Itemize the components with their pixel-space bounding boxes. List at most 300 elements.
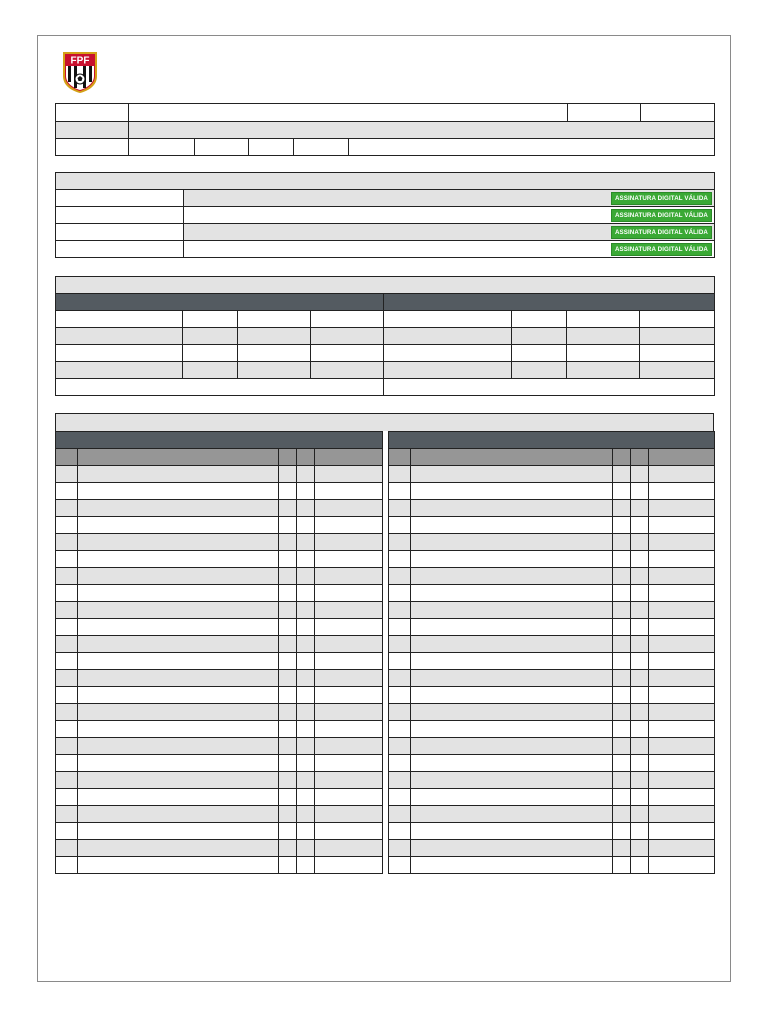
roster-cell	[631, 653, 649, 670]
info-cell	[129, 104, 568, 122]
signature-name	[184, 241, 715, 258]
results-cell	[567, 311, 640, 328]
roster-cell	[56, 551, 78, 568]
roster-cell	[649, 585, 715, 602]
roster-cell	[315, 602, 383, 619]
roster-cell	[297, 585, 315, 602]
roster-cell	[613, 500, 631, 517]
signatures-table	[55, 172, 715, 258]
roster-cell	[649, 483, 715, 500]
roster-cell	[613, 857, 631, 874]
info-cell	[568, 104, 641, 122]
signatures-title	[56, 173, 715, 190]
roster-row	[389, 823, 715, 840]
roster-cell	[411, 551, 613, 568]
roster-cell	[78, 500, 279, 517]
results-cell	[640, 345, 715, 362]
signature-label	[56, 241, 184, 258]
roster-cell	[279, 772, 297, 789]
roster-cell	[411, 755, 613, 772]
roster-cell	[315, 704, 383, 721]
results-cell	[56, 345, 183, 362]
roster-cell	[613, 738, 631, 755]
roster-header-cell	[297, 449, 315, 466]
results-cell	[238, 328, 311, 345]
roster-cell	[411, 653, 613, 670]
roster-cell	[389, 517, 411, 534]
roster-cell	[78, 704, 279, 721]
fpf-logo-icon	[60, 50, 100, 94]
signature-name	[184, 190, 715, 207]
roster-cell	[78, 738, 279, 755]
roster-cell	[315, 687, 383, 704]
results-cell	[640, 362, 715, 379]
roster-cell	[315, 500, 383, 517]
results-cell	[640, 311, 715, 328]
results-cell	[512, 345, 567, 362]
roster-cell	[389, 721, 411, 738]
roster-cell	[411, 772, 613, 789]
digital-signature-badge: ASSINATURA DIGITAL VÁLIDA	[611, 209, 712, 222]
roster-cell	[56, 857, 78, 874]
roster-cell	[279, 704, 297, 721]
roster-cell	[631, 670, 649, 687]
roster-cell	[297, 568, 315, 585]
info-cell	[195, 139, 249, 156]
roster-row	[389, 704, 715, 721]
roster-header-cell	[649, 449, 715, 466]
roster-cell	[297, 602, 315, 619]
results-cell	[183, 328, 238, 345]
roster-row	[389, 636, 715, 653]
roster-cell	[315, 840, 383, 857]
roster-team-left	[56, 432, 383, 449]
results-footer-left	[56, 379, 384, 396]
info-cell	[56, 104, 129, 122]
roster-header-cell	[389, 449, 411, 466]
roster-cell	[631, 636, 649, 653]
roster-cell	[389, 483, 411, 500]
roster-cell	[297, 823, 315, 840]
roster-cell	[631, 534, 649, 551]
roster-cell	[631, 738, 649, 755]
results-cell	[183, 362, 238, 379]
results-cell	[238, 311, 311, 328]
roster-cell	[297, 857, 315, 874]
roster-team-right	[389, 432, 715, 449]
roster-row	[56, 738, 383, 755]
roster-cell	[297, 466, 315, 483]
roster-cell	[78, 568, 279, 585]
roster-cell	[613, 806, 631, 823]
roster-cell	[78, 585, 279, 602]
roster-cell	[411, 636, 613, 653]
roster-cell	[279, 551, 297, 568]
info-cell	[294, 139, 349, 156]
roster-cell	[389, 466, 411, 483]
roster-cell	[649, 534, 715, 551]
roster-left-body	[56, 432, 383, 874]
roster-row	[389, 772, 715, 789]
rosters-title	[56, 414, 714, 432]
roster-cell	[56, 823, 78, 840]
roster-row	[56, 653, 383, 670]
roster-row	[389, 755, 715, 772]
roster-cell	[78, 517, 279, 534]
roster-cell	[279, 483, 297, 500]
signature-label	[56, 190, 184, 207]
roster-cell	[613, 602, 631, 619]
roster-cell	[389, 823, 411, 840]
roster-cell	[315, 772, 383, 789]
roster-cell	[279, 670, 297, 687]
roster-cell	[56, 704, 78, 721]
roster-cell	[297, 755, 315, 772]
roster-cell	[389, 653, 411, 670]
roster-cell	[279, 619, 297, 636]
roster-cell	[56, 585, 78, 602]
roster-cell	[389, 857, 411, 874]
info-cell	[641, 104, 715, 122]
roster-cell	[78, 653, 279, 670]
match-info-table-row3	[55, 138, 715, 156]
roster-cell	[613, 483, 631, 500]
roster-cell	[631, 857, 649, 874]
roster-cell	[315, 568, 383, 585]
roster-cell	[613, 789, 631, 806]
roster-cell	[649, 721, 715, 738]
roster-row	[56, 789, 383, 806]
roster-cell	[297, 687, 315, 704]
results-table	[55, 276, 715, 396]
roster-cell	[411, 585, 613, 602]
signature-name	[184, 224, 715, 241]
roster-cell	[631, 772, 649, 789]
roster-cell	[279, 636, 297, 653]
roster-cell	[279, 738, 297, 755]
results-cell	[311, 362, 384, 379]
roster-row	[56, 755, 383, 772]
roster-cell	[631, 551, 649, 568]
roster-cell	[411, 534, 613, 551]
roster-cell	[631, 687, 649, 704]
roster-cell	[279, 840, 297, 857]
roster-cell	[78, 772, 279, 789]
roster-cell	[649, 636, 715, 653]
roster-row	[389, 500, 715, 517]
roster-cell	[649, 517, 715, 534]
roster-cell	[411, 857, 613, 874]
results-footer-right	[384, 379, 715, 396]
roster-cell	[631, 500, 649, 517]
info-cell	[129, 139, 195, 156]
roster-row	[56, 687, 383, 704]
roster-cell	[613, 517, 631, 534]
roster-header-cell	[613, 449, 631, 466]
roster-row	[56, 704, 383, 721]
roster-cell	[297, 789, 315, 806]
roster-cell	[315, 806, 383, 823]
roster-cell	[411, 500, 613, 517]
roster-cell	[279, 568, 297, 585]
roster-header-cell	[411, 449, 613, 466]
roster-cell	[411, 738, 613, 755]
roster-cell	[613, 670, 631, 687]
roster-cell	[279, 755, 297, 772]
roster-cell	[297, 772, 315, 789]
roster-header-cell	[315, 449, 383, 466]
roster-header-cell	[279, 449, 297, 466]
roster-cell	[649, 755, 715, 772]
roster-cell	[297, 636, 315, 653]
roster-cell	[411, 568, 613, 585]
results-cell	[311, 345, 384, 362]
roster-cell	[315, 517, 383, 534]
match-info-table	[55, 103, 715, 122]
roster-cell	[389, 789, 411, 806]
roster-row	[389, 466, 715, 483]
roster-cell	[649, 823, 715, 840]
roster-cell	[315, 789, 383, 806]
roster-cell	[389, 500, 411, 517]
roster-cell	[56, 500, 78, 517]
roster-row	[389, 857, 715, 874]
roster-cell	[631, 517, 649, 534]
roster-cell	[279, 585, 297, 602]
roster-row	[56, 806, 383, 823]
roster-cell	[78, 466, 279, 483]
results-cell	[512, 311, 567, 328]
roster-cell	[613, 585, 631, 602]
roster-cell	[315, 653, 383, 670]
roster-cell	[389, 585, 411, 602]
roster-cell	[315, 823, 383, 840]
roster-cell	[631, 602, 649, 619]
roster-cell	[411, 517, 613, 534]
roster-cell	[649, 840, 715, 857]
roster-row	[389, 670, 715, 687]
results-title	[56, 277, 715, 294]
roster-cell	[279, 857, 297, 874]
roster-cell	[631, 840, 649, 857]
roster-cell	[411, 789, 613, 806]
roster-row	[56, 619, 383, 636]
match-info-table-row2	[55, 121, 715, 139]
roster-cell	[649, 551, 715, 568]
roster-cell	[56, 568, 78, 585]
signature-label	[56, 207, 184, 224]
roster-cell	[411, 840, 613, 857]
roster-cell	[297, 483, 315, 500]
roster-cell	[631, 755, 649, 772]
roster-cell	[389, 738, 411, 755]
results-cell	[567, 362, 640, 379]
roster-cell	[279, 789, 297, 806]
roster-cell	[56, 534, 78, 551]
roster-cell	[56, 602, 78, 619]
roster-cell	[78, 789, 279, 806]
roster-cell	[78, 619, 279, 636]
roster-cell	[649, 500, 715, 517]
roster-row	[56, 721, 383, 738]
roster-row	[389, 721, 715, 738]
roster-row	[56, 857, 383, 874]
roster-cell	[613, 704, 631, 721]
roster-cell	[56, 755, 78, 772]
digital-signature-badge: ASSINATURA DIGITAL VÁLIDA	[611, 192, 712, 205]
roster-cell	[631, 585, 649, 602]
roster-cell	[56, 721, 78, 738]
roster-row	[389, 619, 715, 636]
roster-cell	[631, 823, 649, 840]
roster-cell	[279, 517, 297, 534]
roster-cell	[78, 806, 279, 823]
roster-row	[389, 551, 715, 568]
roster-cell	[56, 517, 78, 534]
digital-signature-badge: ASSINATURA DIGITAL VÁLIDA	[611, 226, 712, 239]
roster-cell	[56, 840, 78, 857]
roster-row	[56, 568, 383, 585]
results-cell	[183, 311, 238, 328]
roster-header-cell	[56, 449, 78, 466]
results-cell	[567, 328, 640, 345]
roster-cell	[389, 806, 411, 823]
roster-cell	[613, 687, 631, 704]
roster-cell	[389, 670, 411, 687]
roster-cell	[56, 687, 78, 704]
rosters-title-table	[55, 413, 714, 432]
roster-row	[56, 840, 383, 857]
roster-row	[56, 636, 383, 653]
roster-cell	[389, 636, 411, 653]
roster-cell	[649, 857, 715, 874]
roster-cell	[279, 721, 297, 738]
roster-cell	[649, 619, 715, 636]
roster-cell	[613, 534, 631, 551]
roster-cell	[78, 483, 279, 500]
roster-left-table	[55, 431, 383, 874]
roster-cell	[78, 823, 279, 840]
roster-cell	[315, 721, 383, 738]
roster-cell	[56, 789, 78, 806]
roster-cell	[78, 636, 279, 653]
roster-cell	[315, 857, 383, 874]
roster-row	[389, 789, 715, 806]
roster-row	[56, 602, 383, 619]
roster-cell	[389, 534, 411, 551]
roster-cell	[56, 653, 78, 670]
roster-cell	[56, 466, 78, 483]
results-cell	[56, 328, 183, 345]
roster-cell	[297, 534, 315, 551]
roster-cell	[613, 772, 631, 789]
roster-cell	[613, 721, 631, 738]
roster-cell	[649, 704, 715, 721]
roster-cell	[279, 687, 297, 704]
roster-cell	[297, 551, 315, 568]
roster-cell	[613, 466, 631, 483]
roster-cell	[631, 619, 649, 636]
results-cell	[384, 311, 512, 328]
roster-cell	[411, 619, 613, 636]
results-cell	[183, 345, 238, 362]
roster-row	[389, 687, 715, 704]
results-team-left	[56, 294, 384, 311]
roster-row	[56, 483, 383, 500]
roster-cell	[649, 602, 715, 619]
roster-cell	[78, 755, 279, 772]
roster-row	[56, 670, 383, 687]
roster-cell	[389, 551, 411, 568]
roster-cell	[315, 738, 383, 755]
roster-cell	[631, 466, 649, 483]
roster-cell	[315, 483, 383, 500]
roster-row	[389, 738, 715, 755]
signature-name	[184, 207, 715, 224]
roster-cell	[649, 653, 715, 670]
results-cell	[56, 362, 183, 379]
roster-cell	[78, 840, 279, 857]
results-cell	[56, 311, 183, 328]
roster-row	[389, 534, 715, 551]
roster-cell	[631, 483, 649, 500]
results-cell	[640, 328, 715, 345]
roster-cell	[315, 619, 383, 636]
roster-cell	[613, 755, 631, 772]
roster-cell	[56, 670, 78, 687]
roster-cell	[78, 670, 279, 687]
results-team-right	[384, 294, 715, 311]
roster-cell	[279, 602, 297, 619]
roster-right-table	[388, 431, 715, 874]
roster-cell	[78, 857, 279, 874]
roster-cell	[56, 738, 78, 755]
roster-cell	[315, 466, 383, 483]
roster-cell	[297, 517, 315, 534]
roster-cell	[389, 687, 411, 704]
roster-cell	[315, 755, 383, 772]
roster-row	[56, 466, 383, 483]
roster-cell	[315, 534, 383, 551]
roster-row	[389, 840, 715, 857]
roster-cell	[297, 704, 315, 721]
roster-cell	[297, 670, 315, 687]
results-cell	[512, 328, 567, 345]
roster-cell	[631, 704, 649, 721]
info-cell	[129, 122, 715, 139]
roster-cell	[315, 636, 383, 653]
results-cell	[512, 362, 567, 379]
roster-cell	[389, 568, 411, 585]
roster-cell	[631, 806, 649, 823]
roster-cell	[297, 721, 315, 738]
roster-cell	[78, 534, 279, 551]
roster-cell	[297, 840, 315, 857]
roster-cell	[613, 823, 631, 840]
roster-row	[56, 551, 383, 568]
info-cell	[349, 139, 715, 156]
roster-cell	[411, 823, 613, 840]
roster-row	[56, 534, 383, 551]
roster-cell	[78, 551, 279, 568]
roster-row	[56, 772, 383, 789]
roster-cell	[631, 789, 649, 806]
roster-cell	[649, 568, 715, 585]
results-cell	[384, 328, 512, 345]
results-cell	[384, 362, 512, 379]
roster-cell	[631, 568, 649, 585]
roster-row	[389, 483, 715, 500]
